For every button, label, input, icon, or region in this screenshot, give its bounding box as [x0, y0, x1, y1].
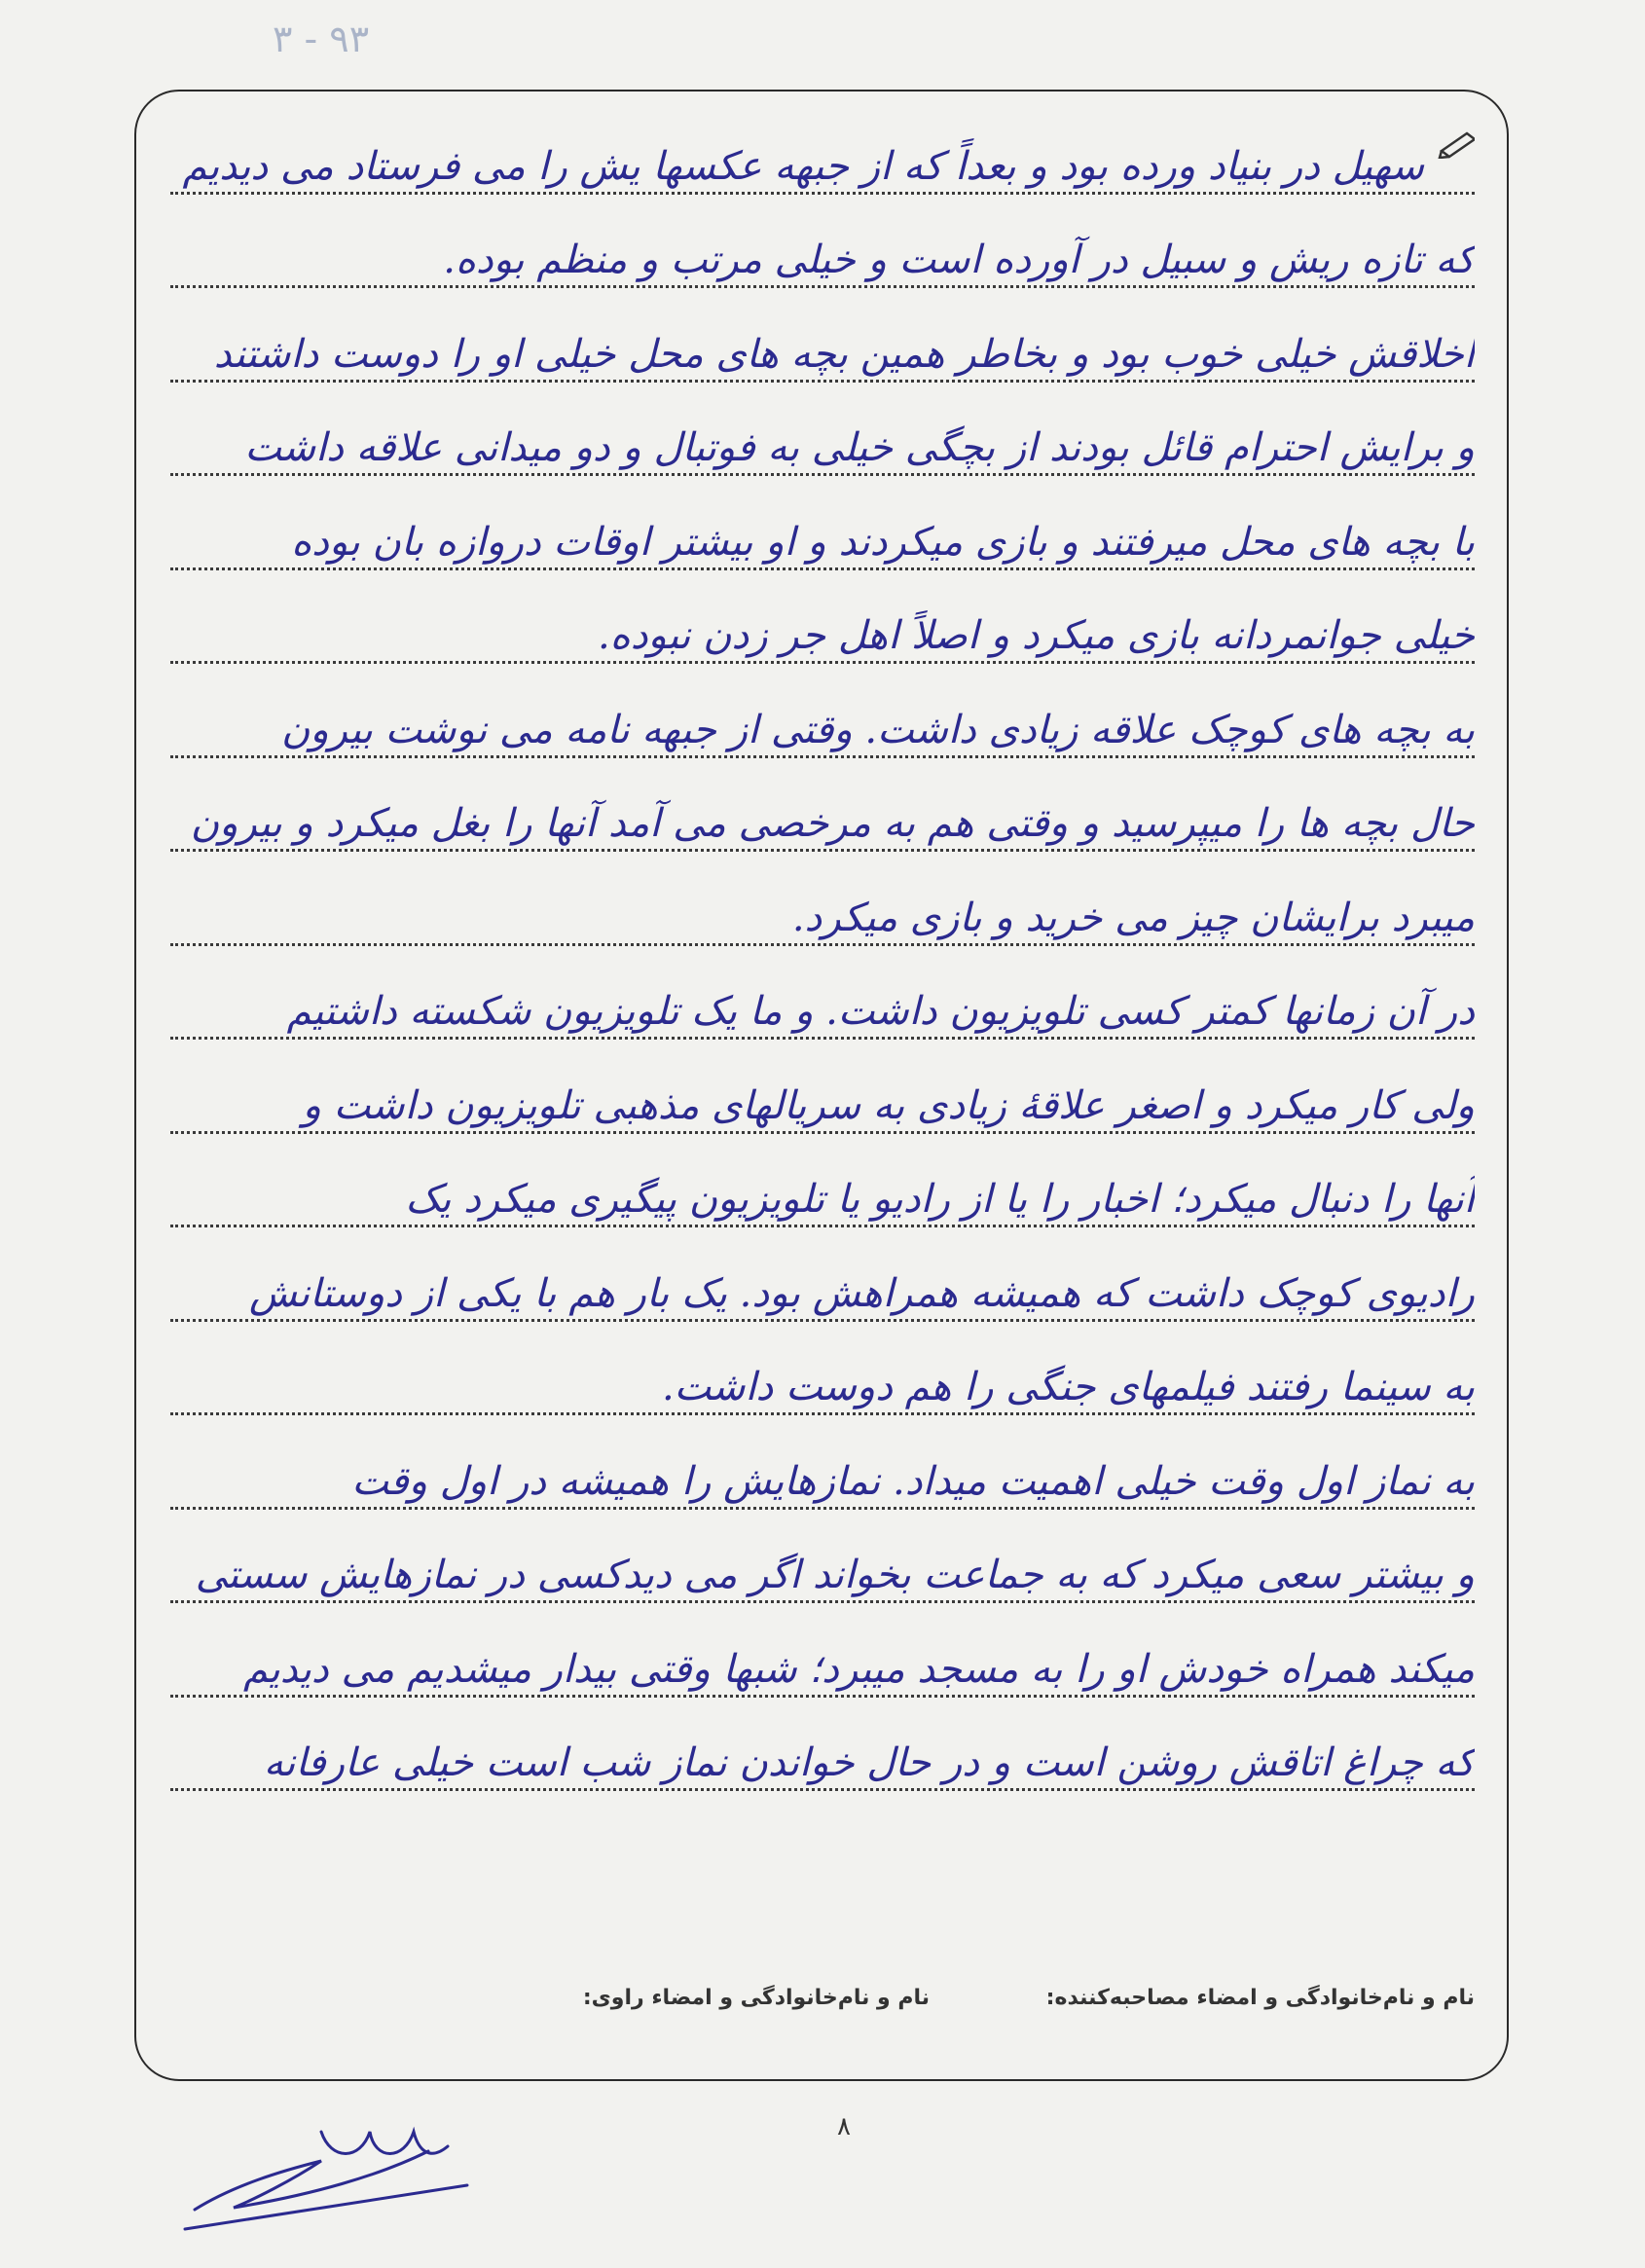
text-line	[170, 300, 1475, 394]
line-text: با بچه های محل میرفتند و بازی میکردند و او بیشتر اوقات دروازه بان بوده	[291, 519, 1475, 565]
text-line	[170, 770, 1475, 864]
line-text: به سینما رفتند فیلمهای جنگی را هم دوست داشت.	[661, 1365, 1475, 1409]
line-text: در آن زمانها کمتر کسی تلویزیون داشت. و ما یک تلویزیون شکسته داشتیم	[286, 989, 1475, 1034]
line-text: به بچه های کوچک علاقه زیادی داشت. وقتی از جبهه نامه می نوشت بیرون	[280, 707, 1475, 752]
narrator-signature-label: نام و نام‌خانوادگی و امضاء راوی:	[582, 1986, 930, 2010]
dotted-rule	[170, 567, 1475, 570]
text-line	[170, 206, 1475, 301]
text-line	[170, 1051, 1475, 1146]
line-text: آنها را دنبال میکرد؛ اخبار را یا از رادیو یا تلویزیون پیگیری میکرد یک	[405, 1177, 1475, 1222]
line-text: خیلی جوانمردانه بازی میکرد و اصلاً اهل جر زدن نبوده.	[598, 613, 1475, 658]
pen-icon	[1438, 129, 1475, 159]
text-line	[170, 1427, 1475, 1521]
text-line	[170, 112, 1475, 206]
footer-labels	[170, 1986, 1475, 2025]
text-line	[170, 1521, 1475, 1616]
dotted-rule	[170, 1412, 1475, 1415]
dotted-rule	[170, 849, 1475, 852]
text-line	[170, 1709, 1475, 1804]
dotted-rule	[170, 943, 1475, 946]
signature-mark	[175, 2093, 487, 2239]
line-text: ولی کار میکرد و اصغر علاقهٔ زیادی به سریالهای مذهبی تلویزیون داشت و	[302, 1082, 1475, 1128]
line-text: و برایش احترام قائل بودند از بچگی خیلی به فوتبال و دو میدانی علاقه داشت	[244, 425, 1475, 470]
interviewer-signature-label: نام و نام‌خانوادگی و امضاء مصاحبه‌کننده:	[1045, 1986, 1475, 2010]
text-line	[170, 863, 1475, 958]
dotted-rule	[170, 1037, 1475, 1040]
line-text: سهیل در بنیاد ورده بود و بعداً که از جبهه عکسها یش را می فرستاد می دیدیم	[182, 143, 1424, 189]
line-text: و بیشتر سعی میکرد که به جماعت بخواند اگر می دیدکسی در نمازهایش سستی	[195, 1553, 1475, 1597]
dotted-rule	[170, 1788, 1475, 1791]
dotted-rule	[170, 1131, 1475, 1134]
text-line	[170, 676, 1475, 770]
text-line	[170, 394, 1475, 489]
dotted-rule	[170, 1695, 1475, 1698]
text-line	[170, 1146, 1475, 1240]
text-line	[170, 582, 1475, 677]
page-number: ٨	[837, 2112, 851, 2141]
text-line	[170, 488, 1475, 582]
text-line	[170, 958, 1475, 1052]
dotted-rule	[170, 380, 1475, 383]
dotted-rule	[170, 473, 1475, 476]
dotted-rule	[170, 1225, 1475, 1227]
line-text: میکند همراه خودش او را به مسجد میبرد؛ شبها وقتی بیدار میشدیم می دیدیم	[243, 1646, 1475, 1692]
line-text: میبرد برایشان چیز می خرید و بازی میکرد.	[791, 895, 1475, 940]
dotted-rule	[170, 1319, 1475, 1322]
handwritten-text-area	[170, 112, 1475, 1803]
dotted-rule	[170, 661, 1475, 664]
text-line	[170, 1239, 1475, 1334]
dotted-rule	[170, 192, 1475, 195]
text-line	[170, 1615, 1475, 1709]
line-text: که چراغ اتاقش روشن است و در حال خواندن نماز شب است خیلی عارفانه	[263, 1740, 1475, 1785]
text-line	[170, 1334, 1475, 1428]
top-page-mark: ٩٣ - ٣	[273, 18, 370, 60]
line-text: حال بچه ها را میپرسید و وقتی هم به مرخصی می آمد آنها را بغل میکرد و بیرون	[190, 801, 1475, 846]
line-text: اخلاقش خیلی خوب بود و بخاطر همین بچه های محل خیلی او را دوست داشتند	[213, 331, 1475, 377]
line-text: رادیوی کوچک داشت که همیشه همراهش بود. یک بار هم با یکی از دوستانش	[249, 1270, 1475, 1316]
dotted-rule	[170, 1507, 1475, 1510]
line-text: که تازه ریش و سبیل در آورده است و خیلی مرتب و منظم بوده.	[443, 238, 1475, 282]
line-text: به نماز اول وقت خیلی اهمیت میداد. نمازهایش را همیشه در اول وقت	[351, 1458, 1475, 1504]
dotted-rule	[170, 755, 1475, 758]
dotted-rule	[170, 285, 1475, 288]
dotted-rule	[170, 1600, 1475, 1603]
